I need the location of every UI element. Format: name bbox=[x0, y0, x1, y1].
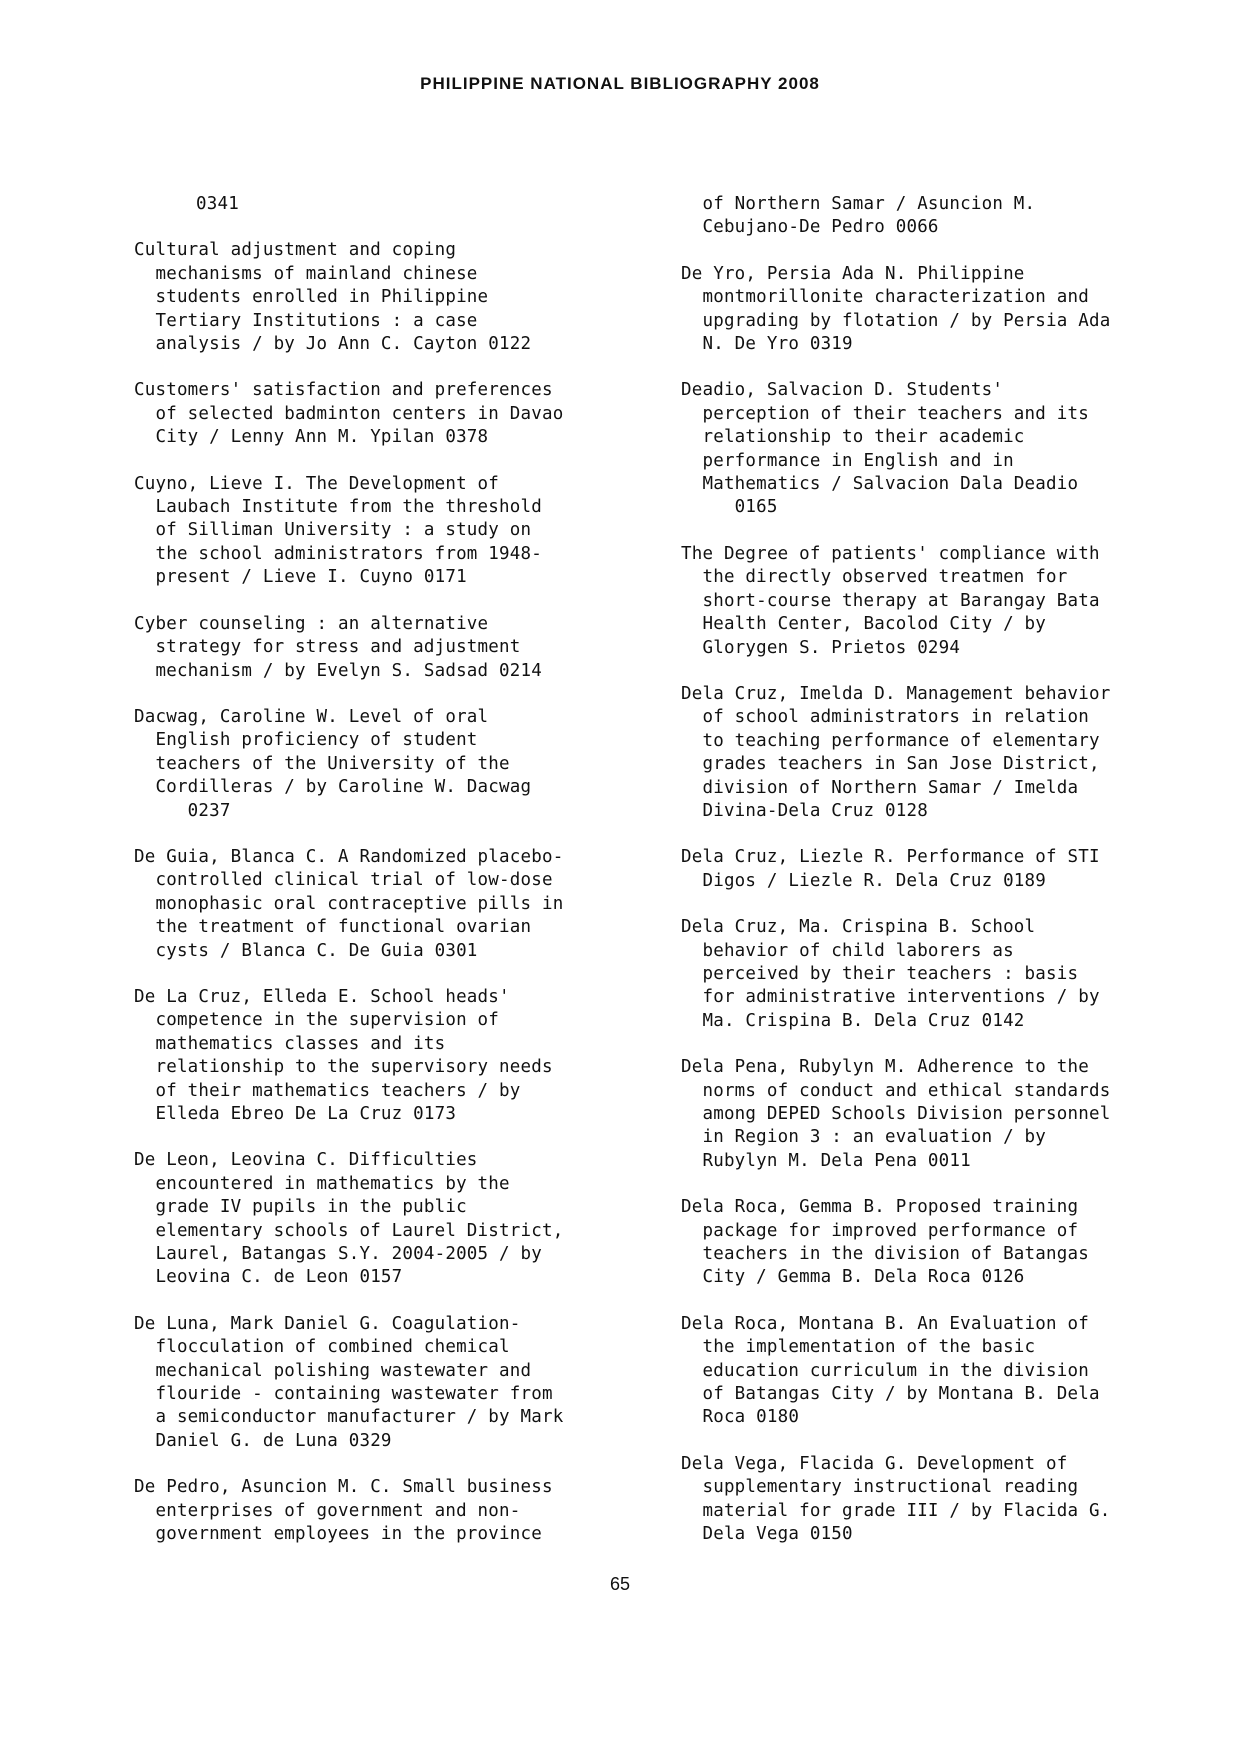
bibliography-entry: Dela Roca, Gemma B. Proposed training package for improved performance of teachers in the division of Batangas City / Gemma B. Dela Roca 0126 bbox=[681, 1197, 1089, 1288]
bibliography-entry: Customers' satisfaction and preferences of selected badminton centers in Davao City / Lenny Ann M. Ypilan 0378 bbox=[134, 380, 564, 448]
bibliography-entry: De Leon, Leovina C. Difficulties encountered in mathematics by the grade IV pupils in the public elementary schools of Laurel District, Laurel, Batangas S.Y. 2004-2005 / by Leovina C. de Leon 0157 bbox=[134, 1150, 564, 1288]
bibliography-entry: Dela Cruz, Ma. Crispina B. School behavior of child laborers as perceived by their teachers : basis for administrative interventions / by Ma. Crispina B. Dela Cruz 0142 bbox=[681, 917, 1100, 1031]
bibliography-entry: Dacwag, Caroline W. Level of oral English proficiency of student teachers of the University of the Cordilleras / by Caroline W. Dacwag 0237 bbox=[134, 706, 532, 821]
page-header-title: PHILIPPINE NATIONAL BIBLIOGRAPHY 2008 bbox=[420, 74, 820, 93]
bibliography-entry: De La Cruz, Elleda E. School heads' competence in the supervision of mathematics classes and its relationship to the supervisory needs of their mathematics teachers / by Elleda Ebreo De La Cruz 0173 bbox=[134, 986, 553, 1124]
bibliography-entry: Dela Cruz, Imelda D. Management behavior of school administrators in relation to teaching performance of elementary grades teachers in San Jose District, division of Northern Samar / Imelda Divina-Dela Cruz 0128 bbox=[681, 683, 1111, 821]
bibliography-entry: Dela Cruz, Liezle R. Performance of STI Digos / Liezle R. Dela Cruz 0189 bbox=[681, 847, 1100, 891]
bibliography-entry: Cultural adjustment and coping mechanisms of mainland chinese students enrolled in Philippine Tertiary Institutions : a case analysis / by Jo Ann C. Cayton 0122 bbox=[134, 240, 532, 355]
bibliography-entry: Dela Pena, Rubylyn M. Adherence to the norms of conduct and ethical standards among DEPED Schools Division personnel in Region 3 : an evaluation / by Rubylyn M. Dela Pena 0011 bbox=[681, 1057, 1111, 1171]
bibliography-entry: Dela Vega, Flacida G. Development of supplementary instructional reading material for grade III / by Flacida G. Dela Vega 0150 bbox=[681, 1453, 1111, 1545]
bibliography-entry: De Pedro, Asuncion M. C. Small business enterprises of government and non- government employees in the province bbox=[134, 1477, 553, 1545]
page-number: 65 bbox=[609, 1574, 631, 1594]
bibliography-entry-continued: of Northern Samar / Asuncion M. Cebujano-De Pedro 0066 bbox=[702, 194, 1036, 238]
bibliography-entry: 0341 bbox=[196, 194, 239, 214]
bibliography-entry: Cyber counseling : an alternative strategy for stress and adjustment mechanism / by Evelyn S. Sadsad 0214 bbox=[134, 613, 542, 681]
bibliography-entry: Cuyno, Lieve I. The Development of Laubach Institute from the threshold of Silliman University : a study on the school administrators from 1948- present / Lieve I. Cuyno 0171 bbox=[134, 473, 542, 588]
bibliography-entry: De Yro, Persia Ada N. Philippine montmorillonite characterization and upgrading by flotation / by Persia Ada N. De Yro 0319 bbox=[681, 263, 1111, 355]
left-column bbox=[134, 193, 654, 1570]
right-column bbox=[681, 193, 1211, 1570]
bibliography-entry: De Guia, Blanca C. A Randomized placebo- controlled clinical trial of low-dose monophasic oral contraceptive pills in the treatment of functional ovarian cysts / Blanca C. De Guia 0301 bbox=[134, 846, 564, 961]
bibliography-entry: De Luna, Mark Daniel G. Coagulation- flocculation of combined chemical mechanical polishing wastewater and flouride - containing wastewater from a semiconductor manufacturer / by Mark Daniel G. de Luna 0329 bbox=[134, 1313, 564, 1451]
bibliography-entry: Dela Roca, Montana B. An Evaluation of the implementation of the basic education curriculum in the division of Batangas City / by Montana B. Dela Roca 0180 bbox=[681, 1313, 1100, 1428]
bibliography-entry: The Degree of patients' compliance with the directly observed treatmen for short-course therapy at Barangay Bata Health Center, Bacolod City / by Glorygen S. Prietos 0294 bbox=[681, 543, 1100, 658]
bibliography-entry: Deadio, Salvacion D. Students' perception of their teachers and its relationship to their academic performance in English and in Mathematics / Salvacion Dala Deadio 0165 bbox=[681, 380, 1089, 518]
